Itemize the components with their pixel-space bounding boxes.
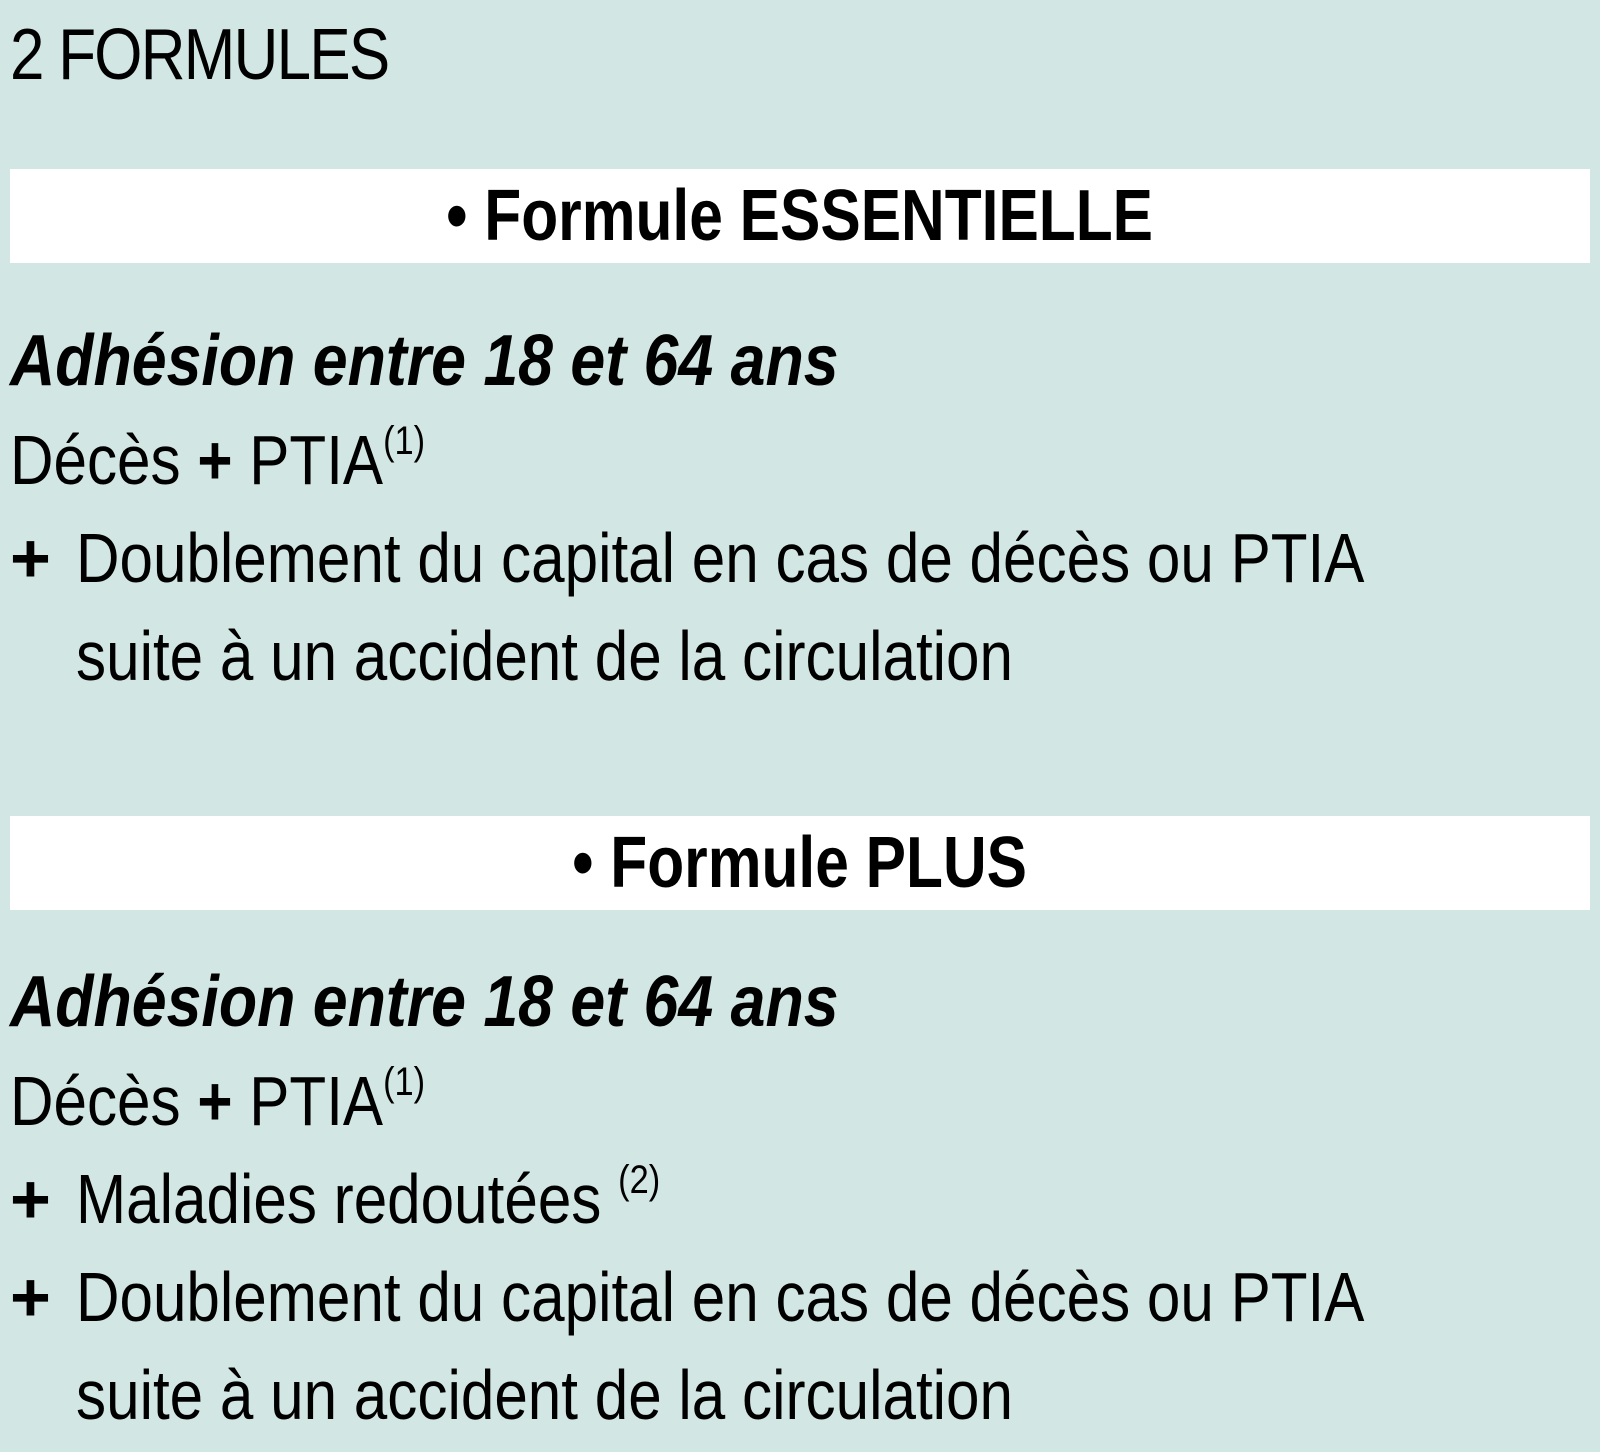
footnote-ref: (2)	[618, 1158, 661, 1202]
formula-essentielle-details	[10, 311, 1590, 705]
item-text-continuation: suite à un accident de la circulation	[76, 617, 1014, 695]
formula-plus-details	[10, 952, 1590, 1444]
page-title: 2 FORMULES	[10, 15, 389, 95]
formula-plus-item-doublement-cont	[10, 1346, 1590, 1444]
formula-essentielle-age: Adhésion entre 18 et 64 ans	[10, 321, 839, 401]
formula-essentielle-item-doublement	[10, 509, 1590, 607]
formula-plus-title: • Formule PLUS	[572, 823, 1028, 903]
item-text-continuation: suite à un accident de la circulation	[76, 1356, 1014, 1434]
ptia-label: PTIA	[249, 1062, 384, 1140]
plus-sign: +	[10, 519, 51, 597]
footnote-ref: (1)	[383, 419, 426, 463]
item-text: Doublement du capital en cas de décès ou PTIA	[76, 519, 1365, 597]
formula-plus-item-doublement	[10, 1248, 1590, 1346]
item-text: Doublement du capital en cas de décès ou PTIA	[76, 1258, 1365, 1336]
formula-plus-age: Adhésion entre 18 et 64 ans	[10, 962, 839, 1042]
plus-sign: +	[197, 1062, 233, 1140]
ptia-label: PTIA	[249, 421, 384, 499]
item-text: Maladies redoutées	[76, 1160, 602, 1238]
formula-essentielle-base-cover	[10, 411, 1590, 509]
deces-label: Décès	[10, 421, 181, 499]
plus-sign: +	[10, 1160, 51, 1238]
formula-plus-banner	[10, 816, 1590, 910]
footnote-ref: (1)	[383, 1060, 426, 1104]
formula-essentielle-item-doublement-cont	[10, 607, 1590, 705]
deces-label: Décès	[10, 1062, 181, 1140]
formula-plus-item-maladies	[10, 1150, 1590, 1248]
formula-plus-base-cover	[10, 1052, 1590, 1150]
plus-sign: +	[10, 1258, 51, 1336]
formula-essentielle-banner	[10, 169, 1590, 263]
plus-sign: +	[197, 421, 233, 499]
formula-essentielle-title: • Formule ESSENTIELLE	[446, 176, 1154, 256]
